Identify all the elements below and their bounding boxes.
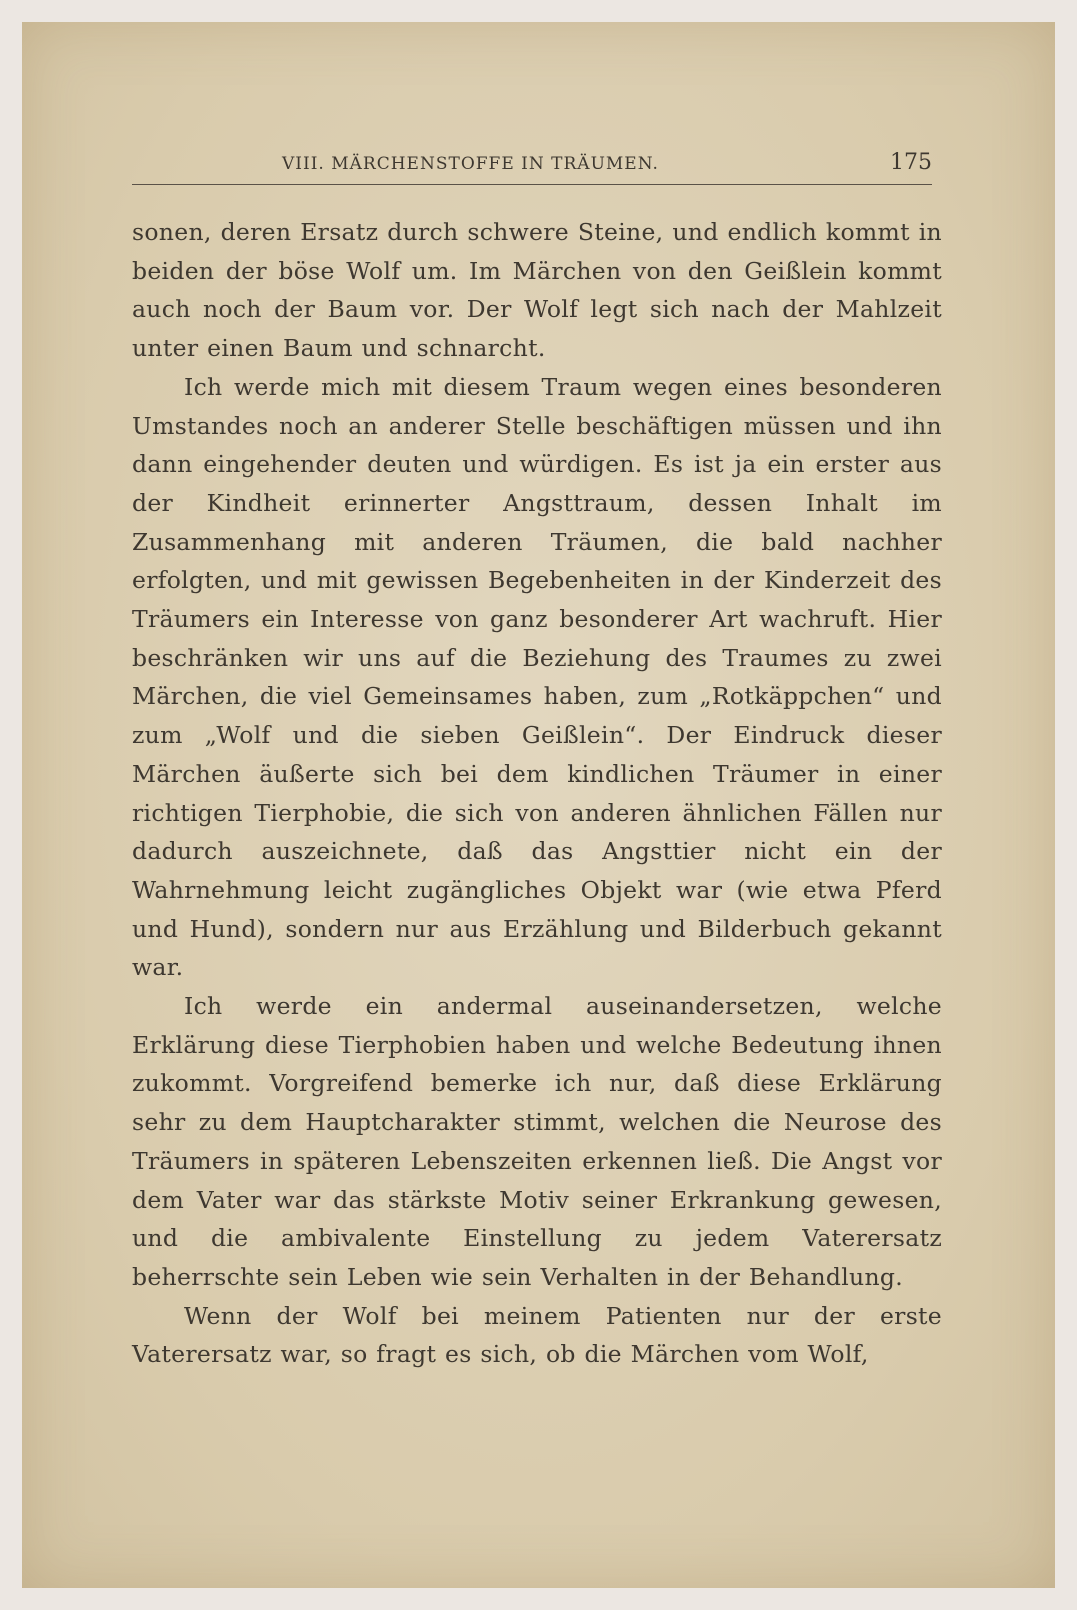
page-content (132, 150, 942, 1374)
body-text (132, 213, 942, 1374)
running-header (132, 150, 932, 185)
scanned-page (22, 22, 1055, 1588)
chapter-title: VIII. MÄRCHENSTOFFE IN TRÄUMEN. (282, 154, 659, 174)
paragraph: Wenn der Wolf bei meinem Patienten nur der erste Vaterersatz war, so fragt es sich, ob die Märchen vom Wolf, (132, 1301, 942, 1369)
page-number: 175 (890, 150, 932, 175)
paragraph: Ich werde mich mit diesem Traum wegen eines besonderen Umstandes noch an anderer Stelle beschäftigen müssen und ihn dann eingehender deuten und würdigen. Es ist ja ein erster aus der Kindheit erinnerter Angsttraum, dessen Inhalt im Zusammenhang mit anderen Träumen, die bald nachher erfolgten, und mit gewissen Begebenheiten in der Kinderzeit des Träumers ein Interesse von ganz besonderer Art wachruft. Hier beschränken wir uns auf die Beziehung des Traumes zu zwei Märchen, die viel Gemeinsames haben, zum „Rotkäppchen“ und zum „Wolf und die sieben Geißlein“. Der Eindruck dieser Märchen äußerte sich bei dem kindlichen Träumer in einer richtigen Tierphobie, die sich von anderen ähnlichen Fällen nur dadurch auszeichnete, daß das Angsttier nicht ein der Wahrnehmung leicht zugängliches Objekt war (wie etwa Pferd und Hund), sondern nur aus Erzählung und Bilderbuch gekannt war. (132, 372, 942, 982)
paragraph: Ich werde ein andermal auseinandersetzen, welche Erklärung diese Tierphobien haben und welche Bedeutung ihnen zukommt. Vorgreifend bemerke ich nur, daß diese Erklärung sehr zu dem Hauptcharakter stimmt, welchen die Neurose des Träumers in späteren Lebenszeiten erkennen ließ. Die Angst vor dem Vater war das stärkste Motiv seiner Erkrankung gewesen, und die ambivalente Einstellung zu jedem Vaterersatz beherrschte sein Leben wie sein Verhalten in der Behandlung. (132, 992, 942, 1291)
paragraph-continuation: sonen, deren Ersatz durch schwere Steine, und endlich kommt in beiden der böse Wolf um. Im Märchen von den Geißlein kommt auch noch der Baum vor. Der Wolf legt sich nach der Mahlzeit unter einen Baum und schnarcht. (132, 218, 942, 363)
